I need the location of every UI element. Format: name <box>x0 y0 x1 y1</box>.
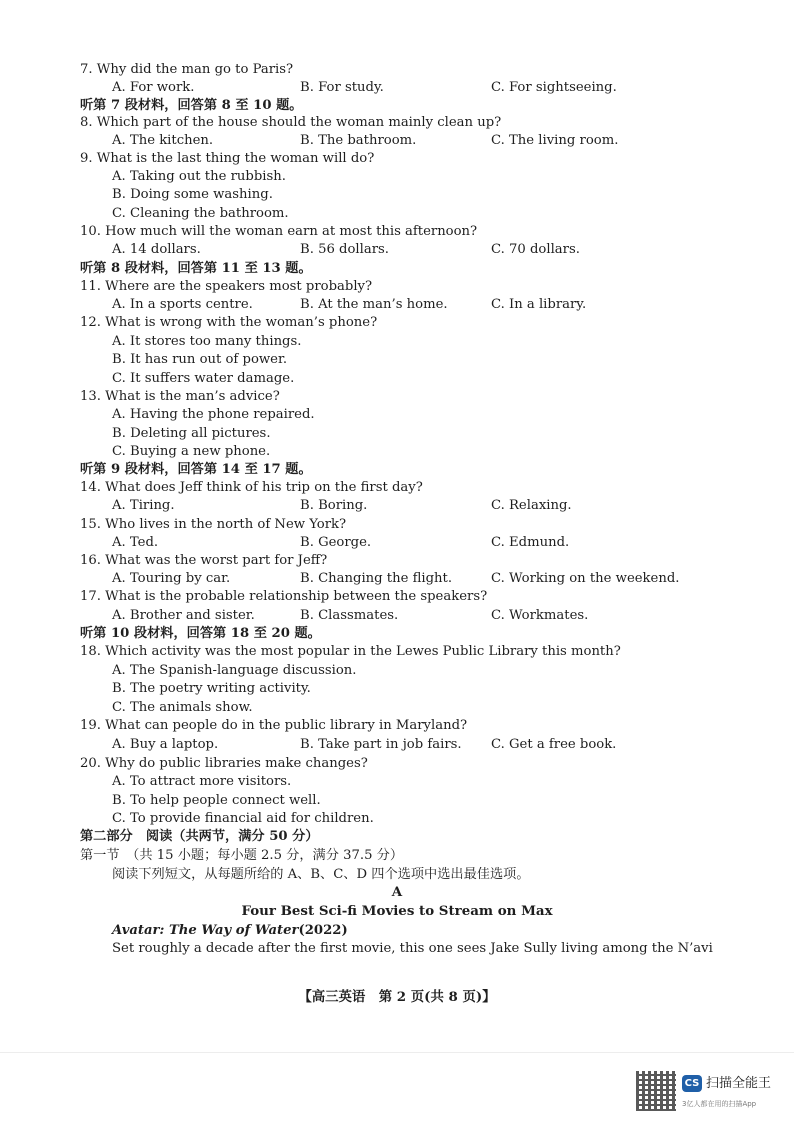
option-c: C. Working on the weekend. <box>491 571 680 586</box>
question-18: 18. Which activity was the most popular in the Lewes Public Library this month? <box>80 644 621 659</box>
passage-title: Four Best Sci-fi Movies to Stream on Max <box>241 903 553 919</box>
option-c: C. For sightseeing. <box>491 80 617 95</box>
option-c: C. Edmund. <box>491 535 570 550</box>
part-2-heading: 第二部分 阅读（共两节，满分 50 分） <box>80 829 319 844</box>
option-a: A. Tiring. <box>112 498 175 513</box>
question-20: 20. Why do public libraries make changes? <box>80 756 368 771</box>
question-10: 10. How much will the woman earn at most this afternoon? <box>80 224 478 239</box>
question-17: 17. What is the probable relationship between the speakers? <box>80 589 488 604</box>
option-c: C. 70 dollars. <box>491 242 580 257</box>
question-12-option-a: A. It stores too many things. <box>112 334 302 349</box>
scanner-app-tagline: 3亿人都在用的扫描App <box>682 1100 757 1108</box>
section-10-instruction: 听第 10 段材料，回答第 18 至 20 题。 <box>80 626 321 641</box>
section-1-heading: 第一节 （共 15 小题；每小题 2.5 分，满分 37.5 分） <box>80 848 404 863</box>
question-12-option-c: C. It suffers water damage. <box>112 371 295 386</box>
passage-letter: A <box>391 884 403 900</box>
option-c: C. In a library. <box>491 297 587 312</box>
option-b: B. George. <box>300 535 372 550</box>
option-a: A. Brother and sister. <box>112 608 255 623</box>
qr-code-icon <box>636 1071 676 1111</box>
page-footer: 【高三英语 第 2 页(共 8 页)】 <box>298 989 496 1005</box>
option-b: B. Boring. <box>300 498 368 513</box>
question-13-option-a: A. Having the phone repaired. <box>112 407 315 422</box>
question-9: 9. What is the last thing the woman will do? <box>80 151 375 166</box>
question-9-option-c: C. Cleaning the bathroom. <box>112 206 289 221</box>
movie-description: Set roughly a decade after the first movie, this one sees Jake Sully living among the N’avi <box>112 941 713 956</box>
option-b: B. Take part in job fairs. <box>300 737 462 752</box>
question-15: 15. Who lives in the north of New York? <box>80 517 347 532</box>
question-9-option-a: A. Taking out the rubbish. <box>112 169 286 184</box>
question-12-option-b: B. It has run out of power. <box>112 352 288 367</box>
question-19: 19. What can people do in the public library in Maryland? <box>80 718 468 733</box>
option-c: C. The living room. <box>491 133 619 148</box>
option-a: A. The kitchen. <box>112 133 214 148</box>
section-7-instruction: 听第 7 段材料，回答第 8 至 10 题。 <box>80 98 303 113</box>
movie-heading <box>112 922 348 940</box>
movie-title: Avatar: The Way of Water <box>112 923 299 938</box>
option-c: C. Get a free book. <box>491 737 617 752</box>
question-18-option-c: C. The animals show. <box>112 700 253 715</box>
reading-instruction: 阅读下列短文，从每题所给的 A、B、C、D 四个选项中选出最佳选项。 <box>112 867 530 882</box>
question-18-option-b: B. The poetry writing activity. <box>112 681 311 696</box>
option-b: B. For study. <box>300 80 384 95</box>
question-14: 14. What does Jeff think of his trip on the first day? <box>80 480 423 495</box>
page-divider <box>0 1052 794 1053</box>
option-a: A. 14 dollars. <box>112 242 201 257</box>
option-c: C. Workmates. <box>491 608 589 623</box>
option-a: A. For work. <box>112 80 195 95</box>
question-18-option-a: A. The Spanish-language discussion. <box>112 663 357 678</box>
movie-year: (2022) <box>298 923 348 938</box>
question-13-option-b: B. Deleting all pictures. <box>112 426 271 441</box>
option-a: A. In a sports centre. <box>112 297 253 312</box>
option-a: A. Buy a laptop. <box>112 737 219 752</box>
question-20-option-b: B. To help people connect well. <box>112 793 321 808</box>
question-13-option-c: C. Buying a new phone. <box>112 444 271 459</box>
camscanner-logo-icon: CS <box>682 1075 702 1092</box>
option-a: A. Ted. <box>112 535 159 550</box>
option-a: A. Touring by car. <box>112 571 231 586</box>
scanner-app-name: 扫描全能王 <box>706 1076 772 1091</box>
section-8-instruction: 听第 8 段材料，回答第 11 至 13 题。 <box>80 261 312 276</box>
question-12: 12. What is wrong with the woman’s phone? <box>80 315 378 330</box>
question-13: 13. What is the man’s advice? <box>80 389 280 404</box>
option-c: C. Relaxing. <box>491 498 572 513</box>
question-7: 7. Why did the man go to Paris? <box>80 62 294 77</box>
section-9-instruction: 听第 9 段材料，回答第 14 至 17 题。 <box>80 462 312 477</box>
question-20-option-a: A. To attract more visitors. <box>112 774 292 789</box>
option-b: B. At the man’s home. <box>300 297 448 312</box>
option-b: B. 56 dollars. <box>300 242 389 257</box>
option-b: B. The bathroom. <box>300 133 417 148</box>
question-9-option-b: B. Doing some washing. <box>112 187 273 202</box>
question-8: 8. Which part of the house should the woman mainly clean up? <box>80 115 502 130</box>
question-11: 11. Where are the speakers most probably? <box>80 279 373 294</box>
option-b: B. Changing the flight. <box>300 571 453 586</box>
question-16: 16. What was the worst part for Jeff? <box>80 553 328 568</box>
question-20-option-c: C. To provide financial aid for children. <box>112 811 374 826</box>
option-b: B. Classmates. <box>300 608 399 623</box>
